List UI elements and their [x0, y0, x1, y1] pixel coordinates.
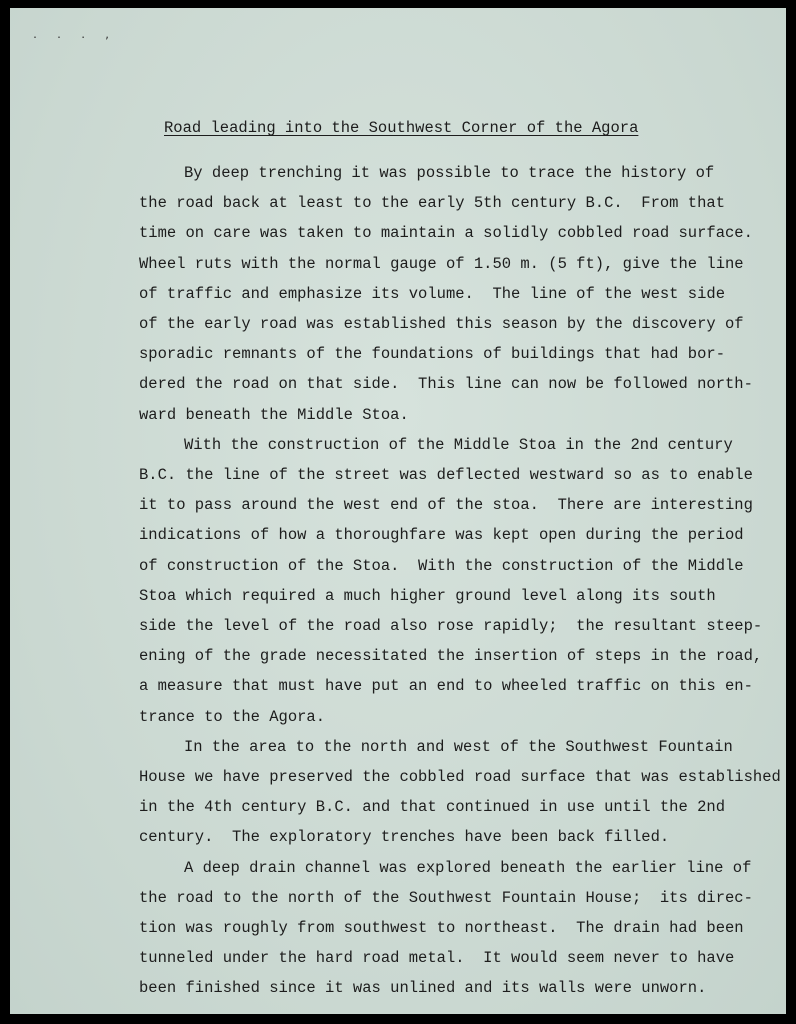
body-line: In the area to the north and west of the Southwest Fountain [184, 737, 733, 756]
body-line: ening of the grade necessitated the insertion of steps in the road, [139, 647, 763, 666]
body-line: ward beneath the Middle Stoa. [139, 405, 409, 424]
body-line: Wheel ruts with the normal gauge of 1.50 m. (5 ft), give the line [139, 254, 744, 273]
body-line: time on care was taken to maintain a solidly cobbled road surface. [139, 224, 753, 243]
body-line: Stoa which required a much higher ground level along its south [139, 586, 716, 605]
body-line: of the early road was established this season by the discovery of [139, 315, 744, 333]
body-line: of construction of the Stoa. With the construction of the Middle [139, 556, 744, 575]
body-line: dered the road on that side. This line can now be followed north- [139, 375, 753, 394]
body-line: trance to the Agora. [139, 707, 326, 726]
body-line: been finished since it was unlined and its walls were unworn. [139, 979, 707, 998]
corner-marks: . . . , [32, 30, 117, 41]
body-line: tunneled under the hard road metal. It would seem never to have [139, 949, 735, 968]
body-line: indications of how a thoroughfare was kept open during the period [139, 526, 744, 545]
body-line: century. The exploratory trenches have been back filled. [139, 828, 670, 847]
body-line: A deep drain channel was explored beneath the earlier line of [184, 858, 752, 877]
body-line: the road to the north of the Southwest Fountain House; its direc- [139, 888, 753, 907]
body-line: With the construction of the Middle Stoa in the 2nd century [184, 435, 733, 454]
body-line: tion was roughly from southwest to northeast. The drain had been [139, 919, 744, 937]
page-title: Road leading into the Southwest Corner of the Agora [164, 119, 639, 137]
body-line: By deep trenching it was possible to trace the history of [184, 164, 715, 182]
body-line: it to pass around the west end of the stoa. There are interesting [139, 496, 753, 515]
body-line: the road back at least to the early 5th century B.C. From that [139, 194, 725, 213]
body-line: in the 4th century B.C. and that continued in use until the 2nd [139, 798, 725, 817]
body-line: B.C. the line of the street was deflected westward so as to enable [139, 466, 753, 484]
body-line: a measure that must have put an end to wheeled traffic on this en- [139, 677, 753, 696]
body-line: of traffic and emphasize its volume. The line of the west side [139, 284, 725, 303]
body-line: side the level of the road also rose rapidly; the resultant steep- [139, 617, 763, 635]
body-line: sporadic remnants of the foundations of buildings that had bor- [139, 345, 725, 364]
body-line: House we have preserved the cobbled road surface that was established [139, 768, 781, 786]
paper-sheet [10, 8, 786, 1014]
